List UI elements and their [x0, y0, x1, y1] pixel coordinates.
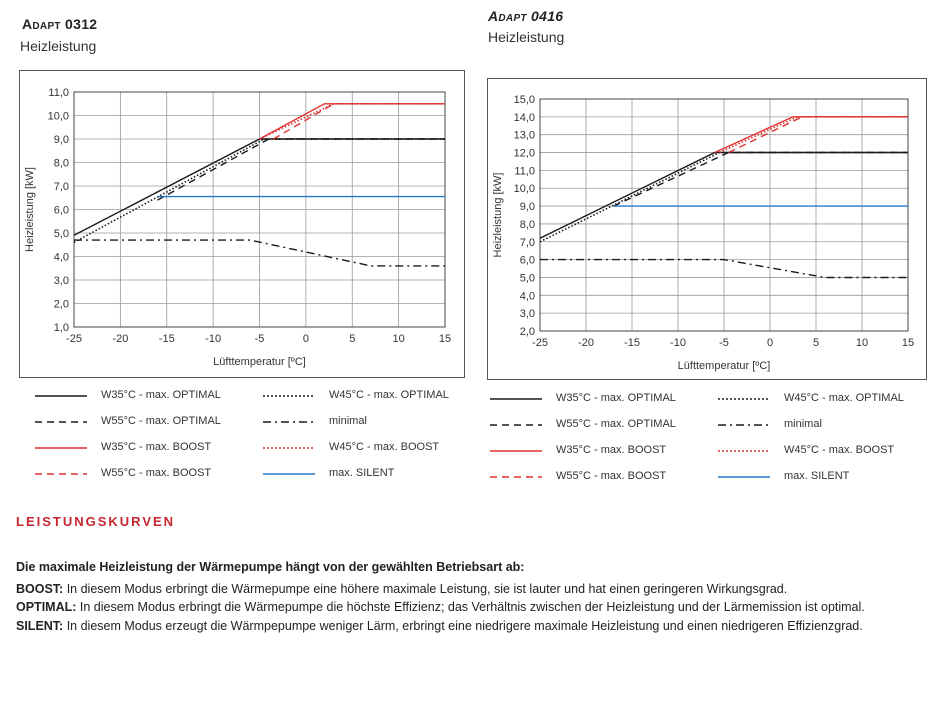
legend-swatch: [488, 444, 544, 458]
x-tick-label: 0: [302, 333, 309, 345]
y-tick-label: 4,0: [53, 251, 69, 264]
mode-silent-term: SILENT:: [16, 618, 64, 633]
y-tick-label: 11,0: [48, 87, 69, 99]
legend-item: [716, 392, 936, 406]
legend-item: [33, 389, 253, 403]
mode-silent-text: In diesem Modus erzeugt die Wärmpepumpe weniger Lärm, erbringt eine niedrigere maximale Heizleistung und einen niedrigeren Effizienzgrad.: [63, 618, 863, 633]
chart-frame: [20, 71, 465, 378]
legend-label: W55°C - max. BOOST: [101, 467, 212, 479]
x-tick-label: 5: [349, 333, 356, 345]
legend-swatch: [33, 467, 89, 481]
y-tick-label: 10,0: [513, 183, 535, 196]
y-tick-label: 14,0: [513, 111, 535, 124]
legend-swatch: [488, 392, 544, 406]
x-tick-label: -10: [205, 333, 222, 345]
legend-item: [488, 470, 708, 484]
legend-swatch: [261, 467, 317, 481]
mode-optimal: [16, 598, 916, 617]
legend-label: minimal: [329, 415, 367, 427]
y-tick-label: 12,0: [513, 147, 535, 160]
legend-label: W55°C - max. BOOST: [556, 470, 667, 482]
y-tick-label: 11,0: [514, 165, 535, 178]
legend-swatch: [716, 444, 772, 458]
legend-item: [261, 389, 481, 403]
legend-item: [488, 392, 708, 406]
chart-frame: [488, 79, 927, 380]
legend-label: W45°C - max. OPTIMAL: [784, 392, 904, 404]
y-tick-label: 4,0: [519, 290, 535, 303]
x-tick-label: -20: [112, 333, 129, 345]
y-tick-label: 6,0: [519, 254, 535, 267]
legend-label: W45°C - max. BOOST: [784, 444, 895, 456]
legend-label: W35°C - max. OPTIMAL: [556, 392, 676, 404]
x-tick-label: -15: [158, 333, 175, 345]
y-tick-label: 8,0: [519, 218, 535, 231]
legend-item: [716, 470, 936, 484]
x-tick-label: 10: [392, 333, 405, 345]
x-tick-label: -5: [254, 333, 265, 345]
x-tick-label: -25: [532, 337, 548, 349]
chart-adapt-0312: [19, 70, 465, 378]
legend-swatch: [33, 389, 89, 403]
x-tick-label: -20: [578, 337, 594, 349]
x-tick-label: 0: [766, 337, 774, 349]
legend-item: [716, 444, 936, 458]
mode-optimal-term: OPTIMAL:: [16, 600, 77, 614]
x-tick-label: 15: [438, 333, 452, 345]
legend-label: W35°C - max. OPTIMAL: [101, 389, 221, 401]
legend-label: W45°C - max. BOOST: [329, 441, 440, 453]
section-heading: LEISTUNGSKURVEN: [16, 514, 176, 529]
y-tick-label: 7,0: [53, 181, 69, 193]
y-tick-label: 7,0: [519, 236, 535, 249]
mode-boost-term: BOOST:: [16, 581, 64, 596]
legend-swatch: [261, 415, 317, 429]
legend-item: [33, 467, 253, 481]
legend-swatch: [716, 470, 772, 484]
legend-label: minimal: [784, 418, 822, 430]
legend-item: [261, 415, 481, 429]
y-tick-label: 15,0: [513, 94, 535, 106]
legend-item: [33, 441, 253, 455]
y-tick-label: 13,0: [513, 129, 535, 142]
legend-swatch: [488, 418, 544, 432]
mode-boost: [16, 580, 916, 599]
legend-item: [261, 441, 481, 455]
legend-adapt-0416: [488, 392, 928, 492]
legend-swatch: [33, 415, 89, 429]
x-tick-label: -10: [670, 337, 686, 349]
legend-swatch: [488, 470, 544, 484]
legend-label: max. SILENT: [329, 467, 395, 479]
y-tick-label: 6,0: [53, 204, 69, 217]
y-tick-label: 2,0: [519, 326, 535, 338]
x-tick-label: 15: [901, 337, 915, 349]
legend-label: W35°C - max. BOOST: [101, 441, 212, 453]
x-axis-label: Lüfttemperatur [ºC]: [213, 356, 306, 368]
chart2-subtitle: Heizleistung: [488, 29, 565, 45]
legend-swatch: [261, 441, 317, 455]
y-tick-label: 9,0: [519, 201, 535, 214]
x-tick-label: 10: [855, 337, 869, 349]
legend-label: max. SILENT: [784, 470, 850, 482]
legend-label: W45°C - max. OPTIMAL: [329, 389, 449, 401]
chart-adapt-0416: [487, 78, 927, 380]
description: [16, 558, 916, 635]
x-tick-label: -25: [66, 333, 82, 345]
legend-swatch: [716, 418, 772, 432]
x-axis-label: Lüfttemperatur [ºC]: [677, 360, 771, 372]
legend-label: W55°C - max. OPTIMAL: [556, 418, 676, 430]
x-tick-label: -15: [624, 337, 640, 349]
intro-text: Die maximale Heizleistung der Wärmepumpe hängt von der gewählten Betriebsart ab:: [16, 560, 525, 574]
legend-swatch: [716, 392, 772, 406]
mode-optimal-text: In diesem Modus erbringt die Wärmepumpe die höchste Effizienz; das Verhältnis zwischen der Heizleistung und der Lärmemission ist optimal.: [76, 600, 865, 614]
y-tick-label: 3,0: [519, 308, 535, 321]
mode-silent: [16, 617, 916, 636]
legend-label: W35°C - max. BOOST: [556, 444, 667, 456]
legend-item: [33, 415, 253, 429]
x-tick-label: -5: [719, 337, 729, 349]
y-tick-label: 5,0: [519, 272, 535, 285]
legend-label: W55°C - max. OPTIMAL: [101, 415, 221, 427]
y-axis-label: Heizleistung [kW]: [492, 172, 504, 258]
x-tick-label: 5: [812, 337, 820, 349]
legend-item: [488, 444, 708, 458]
y-tick-label: 9,0: [53, 134, 69, 146]
y-tick-label: 5,0: [53, 228, 69, 240]
legend-swatch: [261, 389, 317, 403]
y-tick-label: 3,0: [53, 275, 69, 287]
y-tick-label: 2,0: [53, 298, 69, 311]
y-tick-label: 10,0: [47, 110, 69, 123]
chart2-title: Adapt 0416: [488, 8, 564, 24]
legend-adapt-0312: [33, 389, 463, 489]
y-tick-label: 8,0: [53, 157, 69, 170]
legend-item: [261, 467, 481, 481]
legend-swatch: [33, 441, 89, 455]
y-tick-label: 1,0: [53, 322, 69, 334]
legend-item: [488, 418, 708, 432]
chart1-title: Adapt 0312: [22, 16, 98, 32]
mode-boost-text: In diesem Modus erbringt die Wärmepumpe eine höhere maximale Leistung, sie ist lauter und hat einen geringeren Wirkungsgrad.: [63, 581, 788, 596]
chart1-subtitle: Heizleistung: [20, 38, 97, 54]
y-axis-label: Heizleistung [kW]: [24, 167, 36, 252]
legend-item: [716, 418, 936, 432]
